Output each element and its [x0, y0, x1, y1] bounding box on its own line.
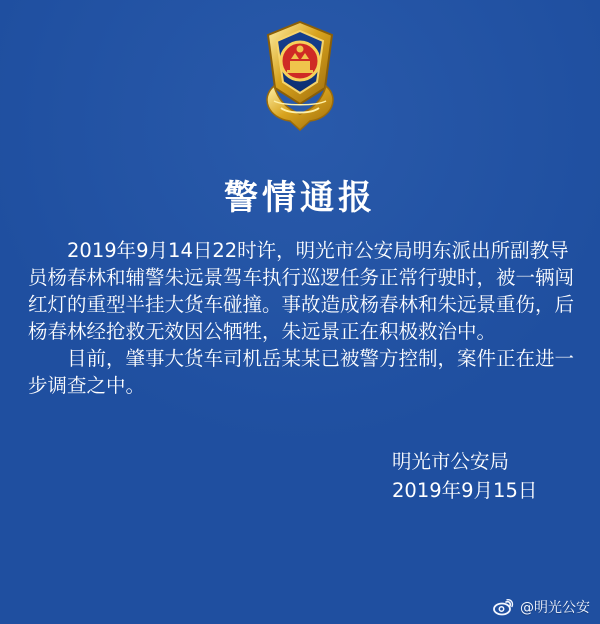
weibo-icon: [492, 598, 514, 616]
weibo-watermark: [492, 597, 590, 617]
notice-date: 2019年9月15日: [392, 479, 538, 502]
notice-paragraph-2: 目前，肇事大货车司机岳某某已被警方控制，案件正在进一步调查之中。: [28, 347, 575, 397]
notice-paragraph-1: 2019年9月14日22时许，明光市公安局明东派出所副教导员杨春林和辅警朱远景驾车执行巡逻任务正常行驶时，被一辆闯红灯的重型半挂大货车碰撞。事故造成杨春林和朱远景重伤，后杨春林经抢救无效因公牺牲，朱远景正在积极救治中。: [28, 239, 575, 343]
notice-issuer: 明光市公安局: [392, 450, 510, 473]
notice-body: [28, 237, 580, 399]
weibo-account-label: @明光公安: [520, 600, 590, 616]
police-badge-icon: [250, 18, 350, 138]
notice-signoff: [392, 447, 537, 505]
notice-title: 警情通报: [224, 178, 376, 218]
